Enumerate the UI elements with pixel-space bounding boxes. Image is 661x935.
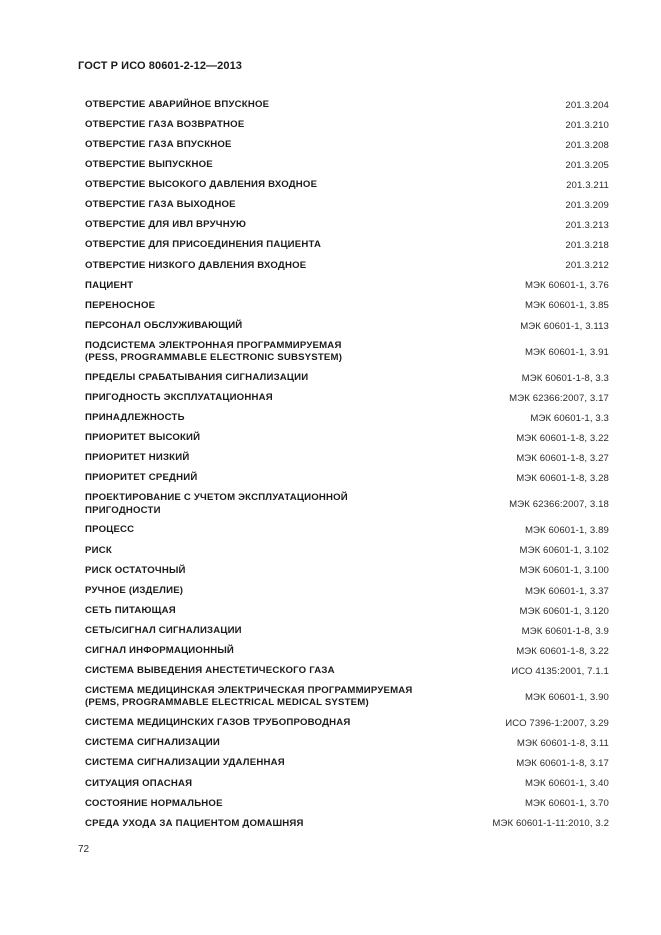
index-entry-row — [85, 561, 609, 581]
index-term-line: ПАЦИЕНТ — [85, 279, 134, 291]
index-reference: 201.3.210 — [565, 119, 609, 131]
index-term-line: ПРИОРИТЕТ ВЫСОКИЙ — [85, 432, 201, 444]
index-term-line: СРЕДА УХОДА ЗА ПАЦИЕНТОМ ДОМАШНЯЯ — [85, 817, 304, 829]
index-term — [85, 432, 200, 445]
index-term — [85, 199, 236, 212]
index-reference: МЭК 60601-1, 3.91 — [524, 346, 609, 358]
index-reference: 201.3.212 — [565, 260, 609, 272]
index-term — [85, 818, 304, 831]
index-term-line: СИСТЕМА ВЫВЕДЕНИЯ АНЕСТЕТИЧЕСКОГО ГАЗА — [85, 665, 335, 677]
index-term-line: ОТВЕРСТИЕ ГАЗА ВПУСКНОЕ — [85, 138, 232, 150]
index-entry-row — [85, 794, 609, 814]
index-reference: ИСО 4135:2001, 7.1.1 — [511, 665, 609, 677]
index-term — [85, 472, 197, 485]
index-term-line: ПРОЕКТИРОВАНИЕ С УЧЕТОМ ЭКСПЛУАТАЦИОННОЙ — [85, 492, 348, 504]
index-entry-row — [85, 621, 609, 641]
index-reference: 201.3.204 — [565, 99, 609, 111]
index-term — [85, 778, 192, 791]
index-term-line: ПРИНАДЛЕЖНОСТЬ — [85, 412, 185, 424]
index-entry-row — [85, 489, 609, 521]
index-reference: МЭК 60601-1-8, 3.22 — [516, 432, 609, 444]
index-term — [85, 219, 246, 232]
index-term-line: СЕТЬ ПИТАЮЩАЯ — [85, 604, 176, 616]
index-entry-row — [85, 256, 609, 276]
index-reference: МЭК 60601-1-8, 3.11 — [516, 738, 609, 750]
index-reference: МЭК 60601-1, 3.76 — [524, 280, 609, 292]
index-entry-row — [85, 135, 609, 155]
index-reference: МЭК 60601-1, 3.40 — [524, 778, 609, 790]
index-reference: МЭК 60601-1, 3.90 — [524, 691, 609, 703]
index-reference: МЭК 60601-1, 3.3 — [530, 412, 609, 424]
index-reference: 201.3.205 — [565, 159, 609, 171]
index-term-line: РИСК ОСТАТОЧНЫЙ — [85, 564, 186, 576]
index-entry-row — [85, 734, 609, 754]
index-entry-row — [85, 296, 609, 316]
index-term — [85, 798, 223, 811]
index-term-line: ПРЕДЕЛЫ СРАБАТЫВАНИЯ СИГНАЛИЗАЦИИ — [85, 371, 309, 383]
index-entry-row — [85, 368, 609, 388]
index-entry-row — [85, 408, 609, 428]
index-term-line: ПРИГОДНОСТЬ ЭКСПЛУАТАЦИОННАЯ — [85, 392, 273, 404]
index-term — [85, 524, 134, 537]
index-entry-row — [85, 236, 609, 256]
index-term — [85, 139, 232, 152]
index-term-line: РУЧНОЕ (ИЗДЕЛИЕ) — [85, 584, 184, 596]
index-term-line: СИСТЕМА СИГНАЛИЗАЦИИ УДАЛЕННАЯ — [85, 757, 285, 769]
index-entry-row — [85, 175, 609, 195]
index-term — [85, 280, 133, 293]
index-term-line: (PESS, PROGRAMMABLE ELECTRONIC SUBSYSTEM) — [85, 352, 343, 364]
index-reference: МЭК 60601-1, 3.102 — [519, 545, 609, 557]
index-term — [85, 320, 242, 333]
index-term-line: СИГНАЛ ИНФОРМАЦИОННЫЙ — [85, 645, 235, 657]
index-term-line: ОТВЕРСТИЕ ДЛЯ ИВЛ ВРУЧНУЮ — [85, 219, 247, 231]
index-term-line: СОСТОЯНИЕ НОРМАЛЬНОЕ — [85, 797, 223, 809]
document-header-title: ГОСТ Р ИСО 80601-2-12—2013 — [78, 60, 243, 72]
index-reference: МЭК 60601-1-8, 3.9 — [521, 625, 609, 637]
index-term — [85, 685, 413, 710]
index-reference: МЭК 60601-1-8, 3.27 — [516, 453, 609, 465]
index-reference: МЭК 60601-1-8, 3.3 — [521, 372, 609, 384]
index-term-line: РИСК — [85, 544, 112, 556]
index-term — [85, 645, 234, 658]
index-entry-row — [85, 581, 609, 601]
page-number: 72 — [78, 844, 90, 855]
index-entry-row — [85, 276, 609, 296]
index-entry-row — [85, 316, 609, 336]
index-term — [85, 452, 189, 465]
index-term-line: ОТВЕРСТИЕ ДЛЯ ПРИСОЕДИНЕНИЯ ПАЦИЕНТА — [85, 239, 322, 251]
index-entry-row — [85, 195, 609, 215]
index-reference: МЭК 60601-1, 3.113 — [520, 320, 609, 332]
index-reference: ИСО 7396-1:2007, 3.29 — [505, 717, 609, 729]
index-entry-row — [85, 774, 609, 794]
index-term-line: ОТВЕРСТИЕ ВЫСОКОГО ДАВЛЕНИЯ ВХОДНОЕ — [85, 179, 318, 191]
index-reference: 201.3.208 — [565, 139, 609, 151]
index-reference: МЭК 60601-1, 3.89 — [524, 525, 609, 537]
term-index-table — [85, 95, 609, 834]
index-entry-row — [85, 713, 609, 733]
index-term-line: ПРИОРИТЕТ НИЗКИЙ — [85, 452, 190, 464]
index-entry-row — [85, 469, 609, 489]
index-reference: 201.3.218 — [565, 240, 609, 252]
index-term-line: ОТВЕРСТИЕ ГАЗА ВОЗВРАТНОЕ — [85, 118, 245, 130]
index-term-line: СИСТЕМА МЕДИЦИНСКАЯ ЭЛЕКТРИЧЕСКАЯ ПРОГРАММИРУЕМАЯ — [85, 684, 413, 696]
index-reference: МЭК 62366:2007, 3.18 — [509, 499, 609, 511]
index-term-line: ОТВЕРСТИЕ АВАРИЙНОЕ ВПУСКНОЕ — [85, 98, 270, 110]
index-entry-row — [85, 601, 609, 621]
index-term-line: ОТВЕРСТИЕ ВЫПУСКНОЕ — [85, 159, 213, 171]
index-entry-row — [85, 641, 609, 661]
index-entry-row — [85, 95, 609, 115]
index-entry-row — [85, 428, 609, 448]
index-term-line: ПОДСИСТЕМА ЭЛЕКТРОННАЯ ПРОГРАММИРУЕМАЯ — [85, 339, 342, 351]
index-term — [85, 260, 306, 273]
index-entry-row — [85, 521, 609, 541]
index-entry-row — [85, 814, 609, 834]
index-reference: 201.3.209 — [565, 200, 609, 212]
index-entry-row — [85, 216, 609, 236]
index-reference: МЭК 62366:2007, 3.17 — [509, 392, 609, 404]
index-reference: МЭК 60601-1-8, 3.22 — [516, 645, 609, 657]
index-term — [85, 492, 348, 517]
index-term — [85, 545, 112, 558]
index-term — [85, 179, 317, 192]
index-term — [85, 412, 185, 425]
index-entry-row — [85, 336, 609, 368]
index-entry-row — [85, 681, 609, 713]
index-term — [85, 757, 285, 770]
index-term-line: ОТВЕРСТИЕ НИЗКОГО ДАВЛЕНИЯ ВХОДНОЕ — [85, 259, 307, 271]
index-entry-row — [85, 155, 609, 175]
index-entry-row — [85, 449, 609, 469]
index-reference: МЭК 60601-1-8, 3.28 — [516, 473, 609, 485]
index-term — [85, 565, 186, 578]
index-entry-row — [85, 541, 609, 561]
index-term-line: СИСТЕМА СИГНАЛИЗАЦИИ — [85, 737, 220, 749]
index-term — [85, 239, 321, 252]
index-reference: МЭК 60601-1, 3.100 — [519, 565, 609, 577]
index-term — [85, 392, 273, 405]
index-entry-row — [85, 661, 609, 681]
index-term — [85, 585, 183, 598]
index-reference: МЭК 60601-1-8, 3.17 — [516, 758, 609, 770]
index-entry-row — [85, 388, 609, 408]
index-entry-row — [85, 754, 609, 774]
index-term-line: СЕТЬ/СИГНАЛ СИГНАЛИЗАЦИИ — [85, 624, 242, 636]
index-term-line: ОТВЕРСТИЕ ГАЗА ВЫХОДНОЕ — [85, 199, 236, 211]
index-reference: МЭК 60601-1, 3.70 — [524, 798, 609, 810]
index-term — [85, 717, 350, 730]
index-term-line: ПЕРЕНОСНОЕ — [85, 299, 156, 311]
index-reference: МЭК 60601-1-11:2010, 3.2 — [492, 818, 609, 830]
index-reference: МЭК 60601-1, 3.37 — [524, 585, 609, 597]
index-term-line: ПРИОРИТЕТ СРЕДНИЙ — [85, 472, 198, 484]
index-term — [85, 119, 244, 132]
index-reference: 201.3.213 — [565, 220, 609, 232]
index-term-line: ПРОЦЕСС — [85, 524, 135, 536]
index-term — [85, 625, 242, 638]
index-reference: МЭК 60601-1, 3.120 — [519, 605, 609, 617]
index-term-line: (PEMS, PROGRAMMABLE ELECTRICAL MEDICAL SYSTEM) — [85, 697, 369, 709]
index-term — [85, 372, 308, 385]
index-term — [85, 605, 176, 618]
index-term — [85, 340, 342, 365]
index-term — [85, 300, 155, 313]
index-entry-row — [85, 115, 609, 135]
index-term — [85, 737, 220, 750]
index-term-line: СИТУАЦИЯ ОПАСНАЯ — [85, 777, 193, 789]
index-term — [85, 99, 269, 112]
index-reference: 201.3.211 — [566, 179, 609, 191]
index-reference: МЭК 60601-1, 3.85 — [524, 300, 609, 312]
index-term-line: СИСТЕМА МЕДИЦИНСКИХ ГАЗОВ ТРУБОПРОВОДНАЯ — [85, 717, 351, 729]
index-term — [85, 159, 213, 172]
index-term — [85, 665, 335, 678]
index-term-line: ПРИГОДНОСТИ — [85, 504, 161, 516]
index-term-line: ПЕРСОНАЛ ОБСЛУЖИВАЮЩИЙ — [85, 319, 243, 331]
